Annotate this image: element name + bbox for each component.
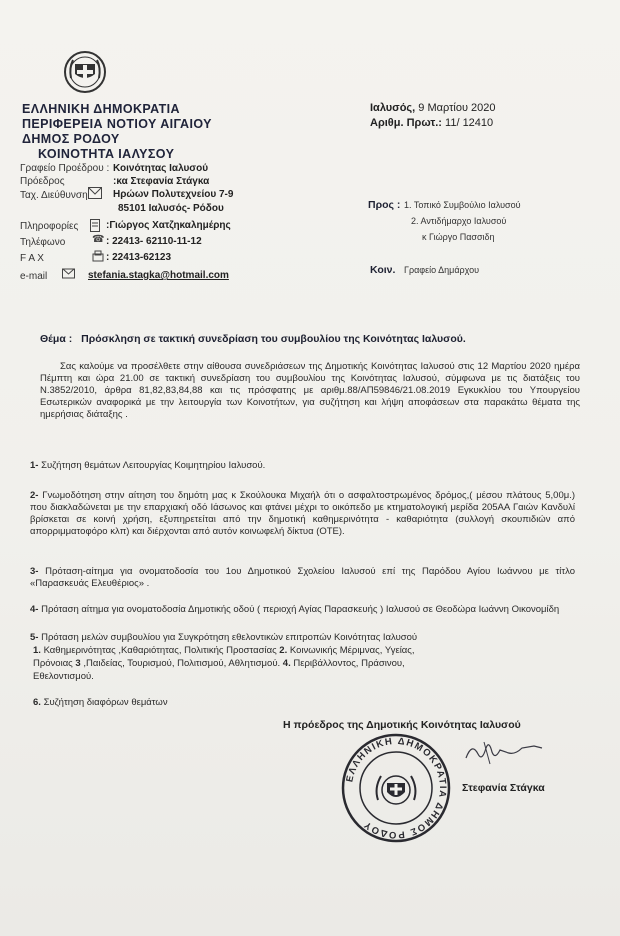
signatory-name: Στεφανία Στάγκα bbox=[462, 782, 545, 794]
president-value: :κα Στεφανία Στάγκα bbox=[113, 176, 210, 187]
email-link[interactable]: stefania.stagka@hotmail.com bbox=[88, 270, 229, 281]
document-icon bbox=[90, 219, 100, 235]
email-label: e-mail bbox=[20, 271, 48, 282]
greek-emblem-icon bbox=[63, 50, 107, 94]
subject-line bbox=[40, 333, 466, 345]
fax-icon bbox=[92, 250, 104, 265]
agenda-text: Συζήτηση θεμάτων Λειτουργίας Κοιμητηρίου Ιαλυσού. bbox=[41, 460, 266, 471]
place-date bbox=[370, 102, 496, 114]
agenda-text: Γνωμοδότηση στην αίτηση του δημότη μας κ Σκούλουκα Μιχαήλ ότι ο ασφαλτοστρωμένος δρόμος,( μέσου πλάτους 5,00μ.) που διακλαδώνεται με την επαρχιακή οδό Ιάσωνος και φτάνει μέχρι το οικόπεδο με κτηματολογική μερίδα 205ΑΑ Γαιών Κανδυλί βρίσκεται σε κοινή χρήση, εξυπηρετείται από την δημοτική καθημερινότητα - καθαριότητα (συλλογή σκουπιδιών από απορριμματοφόρο κλπ) και διέρχονται από αυτόν κοινωφελή δίκτυα (ΟΤΕ). bbox=[30, 490, 576, 537]
sub-text: Περιβάλλοντος, Πράσινου, bbox=[293, 658, 405, 669]
agenda-item-2 bbox=[30, 490, 575, 538]
header-municipality: ΔΗΜΟΣ ΡΟΔΟΥ bbox=[22, 132, 120, 146]
to-label: Προς : bbox=[368, 199, 401, 211]
cc-label: Κοιν. bbox=[370, 264, 396, 276]
agenda-text: Πρόταση μελών συμβουλίου για Συγκρότηση εθελοντικών επιτροπών Κοινότητας Ιαλυσού bbox=[41, 632, 418, 643]
fax-label: F A X bbox=[20, 253, 44, 264]
office-label: Γραφείο Προέδρου : bbox=[20, 163, 110, 174]
protocol bbox=[370, 117, 493, 129]
subject-label: Θέμα : bbox=[40, 333, 73, 345]
official-stamp bbox=[340, 732, 452, 844]
email-icon bbox=[62, 267, 76, 282]
agenda-number: 4- bbox=[30, 604, 39, 615]
to-item-1: 1. Τοπικό Συμβούλιο Ιαλυσού bbox=[404, 200, 521, 210]
address-line1: Ηρώων Πολυτεχνείου 7-9 bbox=[113, 189, 234, 200]
to-item-2: 2. Αντιδήμαρχο Ιαλυσού bbox=[411, 216, 507, 226]
info-value: :Γιώργος Χατζηκαλημέρης bbox=[106, 220, 231, 231]
intro-paragraph: Σας καλούμε να προσέλθετε στην αίθουσα συνεδριάσεων της Δημοτικής Κοινότητας Ιαλυσού στις 12 Μαρτίου 2020 ημέρα Πέμπτη και ώρα 21.00 σε τακτική συνεδρίαση του συμβουλίου της Κοινότητας Ιαλυσού, σύμφωνα με τις διατάξεις του Ν.3852/2010, άρθρα 81,82,83,84,88 και τις πρόσφατης με αριθμ.88/ΑΠ59846/21.08.2019 Εγκυκλίου του Υπουργείου Εσωτερικών αναφορικά με την λειτουργία των Κοινοτήτων, για συζήτηση και λήψη αποφάσεων στα παρακάτω θέματα της ημερήσιας διάταξης . bbox=[40, 361, 580, 420]
sub-number: 1. bbox=[33, 645, 41, 656]
agenda-item-5-line2 bbox=[33, 645, 578, 657]
signature-title: Η πρόεδρος της Δημοτικής Κοινότητας Ιαλυσού bbox=[283, 719, 521, 731]
phone-value: : 22413- 62110-11-12 bbox=[106, 236, 202, 247]
stamp-text: ΕΛΛΗΝΙΚΗ ΔΗΜΟΚΡΑΤΙΑ ΔΗΜΟΣ ΡΟΔΟΥ bbox=[344, 735, 449, 841]
address-label: Ταχ. Διεύθυνση bbox=[20, 190, 88, 201]
header-community: ΚΟΙΝΟΤΗΤΑ ΙΑΛΥΣΟΥ bbox=[38, 147, 175, 161]
sub-text: Κοινωνικής Μέριμνας, Υγείας, bbox=[289, 645, 415, 656]
agenda-item-4 bbox=[30, 604, 575, 616]
agenda-item-5-line4: Εθελοντισμού. bbox=[33, 671, 94, 682]
sub-text: Καθημερινότητας ,Καθαριότητας, Πολιτικής Προστασίας bbox=[43, 645, 277, 656]
date: 9 Μαρτίου 2020 bbox=[418, 102, 496, 114]
agenda-number: 3- bbox=[30, 566, 39, 577]
sub-number: 3 bbox=[75, 658, 81, 669]
telephone-icon: ☎ bbox=[92, 234, 105, 245]
cc-value: Γραφείο Δημάρχου bbox=[404, 265, 480, 275]
phone-label: Τηλέφωνο bbox=[20, 237, 66, 248]
sub-number: 2. bbox=[279, 645, 288, 656]
agenda-number: 1- bbox=[30, 460, 39, 471]
sub-text: ,Παιδείας, Τουρισμού, Πολιτισμού, Αθλητισμού. bbox=[83, 658, 281, 669]
agenda-number: 6. bbox=[33, 697, 41, 708]
header-region: ΠΕΡΙΦΕΡΕΙΑ ΝΟΤΙΟΥ ΑΙΓΑΙΟΥ bbox=[22, 117, 212, 131]
address-line2: 85101 Ιαλυσός- Ρόδου bbox=[118, 203, 224, 214]
handwritten-signature bbox=[462, 734, 544, 768]
protocol-value: 11/ 12410 bbox=[445, 117, 494, 129]
agenda-item-3 bbox=[30, 566, 575, 590]
president-label: Πρόεδρος bbox=[20, 176, 65, 187]
info-label: Πληροφορίες bbox=[20, 221, 79, 232]
agenda-item-5 bbox=[30, 632, 575, 644]
office-value: Κοινότητας Ιαλυσού bbox=[113, 163, 209, 174]
agenda-item-1 bbox=[30, 460, 575, 472]
to-item-3: κ Γιώργο Πασσιδη bbox=[422, 232, 495, 242]
protocol-label: Αριθμ. Πρωτ.: bbox=[370, 117, 442, 129]
subject-text: Πρόσκληση σε τακτική συνεδρίαση του συμβουλίου της Κοινότητας Ιαλυσού. bbox=[81, 333, 466, 345]
agenda-item-6 bbox=[33, 697, 578, 709]
place-date-prefix: Ιαλυσός, bbox=[370, 102, 416, 114]
sub-number: 4. bbox=[282, 658, 291, 669]
agenda-item-5-line3 bbox=[33, 658, 578, 670]
agenda-text: Συζήτηση διαφόρων θεμάτων bbox=[43, 697, 168, 708]
agenda-text: Πρόταση-αίτημα για ονοματοδοσία του 1ου Δημοτικού Σχολείου Ιαλυσού επί της Παρόδου Αγίου Ιωάννου με τίτλο «Παρασκευάς Ελευθέριος» . bbox=[30, 566, 576, 589]
agenda-number: 5- bbox=[30, 632, 39, 643]
header-republic: ΕΛΛΗΝΙΚΗ ΔΗΜΟΚΡΑΤΙΑ bbox=[22, 102, 180, 116]
fax-value: : 22413-62123 bbox=[106, 252, 172, 263]
mailbox-icon bbox=[88, 187, 102, 202]
sub-text: Πρόνοιας bbox=[33, 658, 73, 669]
agenda-number: 2- bbox=[30, 490, 39, 501]
agenda-text: Πρόταση αίτημα για ονοματοδοσία Δημοτικής οδού ( περιοχή Αγίας Παρασκευής ) Ιαλυσού σε Θεοδώρα Ιωάννη Οικονομίδη bbox=[41, 604, 560, 615]
